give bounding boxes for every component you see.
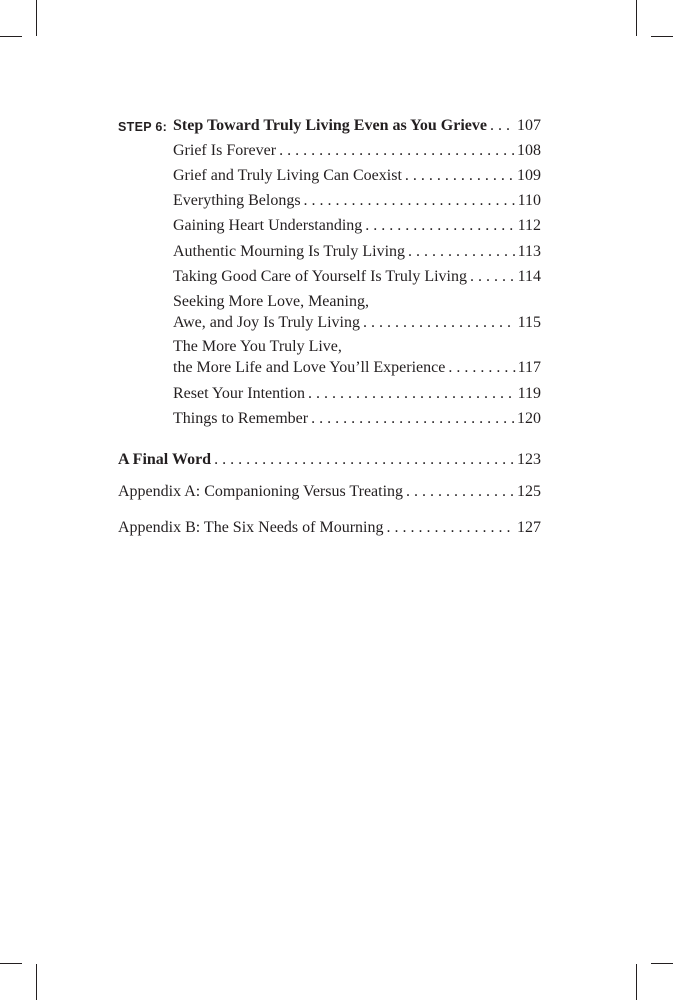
page-number: 107 [517,117,541,134]
toc-entry[interactable] [173,358,541,378]
dot-leader [365,216,515,236]
page-number: 125 [517,483,541,500]
dot-leader [308,384,516,404]
entry-title: Appendix A: Companioning Versus Treating [118,483,404,500]
dot-leader [406,482,515,502]
entry-title: Authentic Mourning Is Truly Living [173,243,406,260]
page-number: 127 [517,519,541,536]
entry-title-line1: Seeking More Love, Meaning, [173,293,369,310]
entry-title: Things to Remember [173,410,309,427]
entry-title-line2: the More Life and Love You’ll Experience [173,359,446,376]
page-number: 117 [517,359,541,376]
step-label: STEP 6: [118,120,168,134]
entry-title-line2: Awe, and Joy Is Truly Living [173,314,360,331]
toc-entry[interactable] [173,384,541,404]
entry-title: Grief Is Forever [173,142,277,159]
dot-leader [304,191,516,211]
dot-leader [408,242,516,262]
page-number: 113 [517,243,541,260]
page-number: 108 [517,142,541,159]
toc-entry[interactable] [173,267,541,287]
entry-title: Taking Good Care of Yourself Is Truly Living [173,268,467,285]
toc-appendix-entry[interactable] [118,518,541,538]
toc-entry[interactable] [173,166,541,186]
toc-entry[interactable] [173,242,541,262]
entry-title: Grief and Truly Living Can Coexist [173,167,402,184]
dot-leader [448,358,515,378]
dot-leader [363,313,516,333]
dot-leader [311,409,515,429]
dot-leader [279,141,515,161]
toc-entry[interactable] [173,141,541,161]
dot-leader [470,267,516,287]
dot-leader [405,166,515,186]
toc-entry[interactable] [173,313,541,333]
entry-title-line1: The More You Truly Live, [173,338,342,355]
page-number: 120 [517,410,541,427]
page-number: 119 [517,385,541,402]
toc-entry[interactable] [173,191,541,211]
entry-title: Gaining Heart Understanding [173,217,363,234]
entry-title: Appendix B: The Six Needs of Mourning [118,519,384,536]
page-number: 109 [517,167,541,184]
toc-entry[interactable] [173,216,541,236]
entry-title: A Final Word [118,451,212,468]
dot-leader [490,116,515,136]
entry-title: Reset Your Intention [173,385,305,402]
toc-appendix-entry[interactable] [118,482,541,502]
dot-leader [214,450,515,470]
page-number: 112 [517,217,541,234]
toc-entry[interactable] [173,409,541,429]
page-number: 110 [517,192,541,209]
step-title: Step Toward Truly Living Even as You Grieve [173,117,487,134]
page-number: 114 [517,268,541,285]
toc-step-entry[interactable] [173,116,541,136]
toc-final-word-entry[interactable] [118,450,541,470]
entry-title: Everything Belongs [173,192,301,209]
page-number: 115 [517,314,541,331]
dot-leader [386,518,515,538]
page-number: 123 [517,451,541,468]
